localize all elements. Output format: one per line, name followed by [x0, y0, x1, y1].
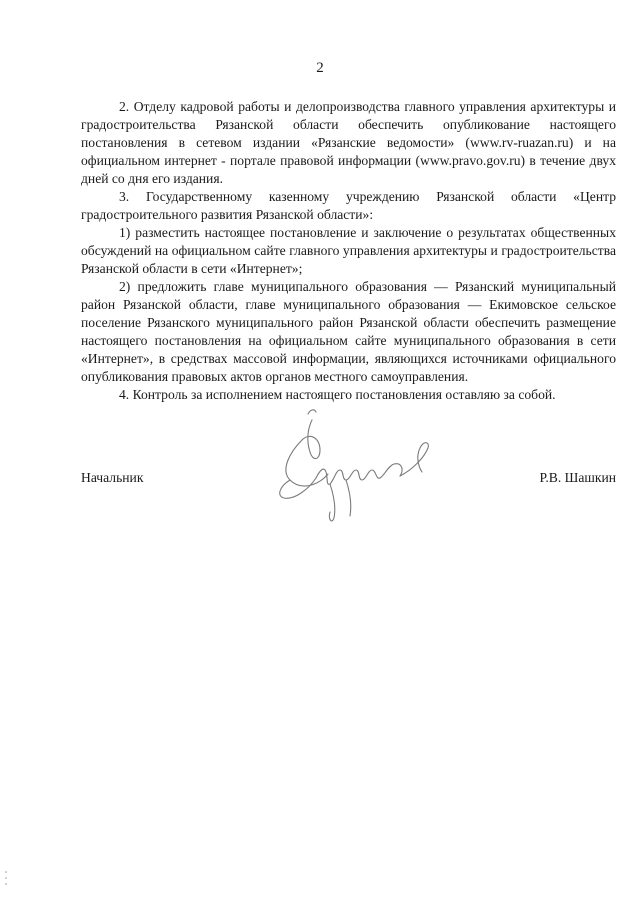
- scan-margin-marks: [4, 868, 8, 888]
- paragraph-subitem-2: 2) предложить главе муниципального образования — Рязанский муниципальный район Рязанской области, главе муниципального образования — Екимовское сельское поселение Рязанского муниципального район Рязанской области обеспечить размещение настоящего постановления на официальном сайте муниципального образования в сети «Интернет», в средствах массовой информации, являющихся источниками официального опубликования правовых актов органов местного самоуправления.: [81, 279, 616, 384]
- document-body: [81, 98, 616, 404]
- paragraph-item-2: 2. Отделу кадровой работы и делопроизводства главного управления архитектуры и градостроительства Рязанской области обеспечить опубликование настоящего постановления в сетевом издании «Рязанские ведомости» (www.rv-ruazan.ru) и на официальном интернет - портале правовой информации (www.pravo.gov.ru) в течение двух дней со дня его издания.: [81, 99, 616, 186]
- paragraph-item-4: 4. Контроль за исполнением настоящего постановления оставляю за собой.: [119, 387, 556, 402]
- signature-block: [81, 470, 616, 490]
- signatory-name: Р.В. Шашкин: [539, 470, 616, 485]
- page-number: 2: [316, 60, 324, 76]
- signatory-position: Начальник: [81, 470, 144, 485]
- paragraph-subitem-1: 1) разместить настоящее постановление и заключение о результатах общественных обсуждений на официальном сайте главного управления архитектуры и градостроительства Рязанской области в сети «Интернет»;: [81, 225, 616, 276]
- handwritten-signature: [250, 400, 440, 530]
- paragraph-item-3: 3. Государственному казенному учреждению Рязанской области «Центр градостроительного развития Рязанской области»:: [81, 189, 616, 222]
